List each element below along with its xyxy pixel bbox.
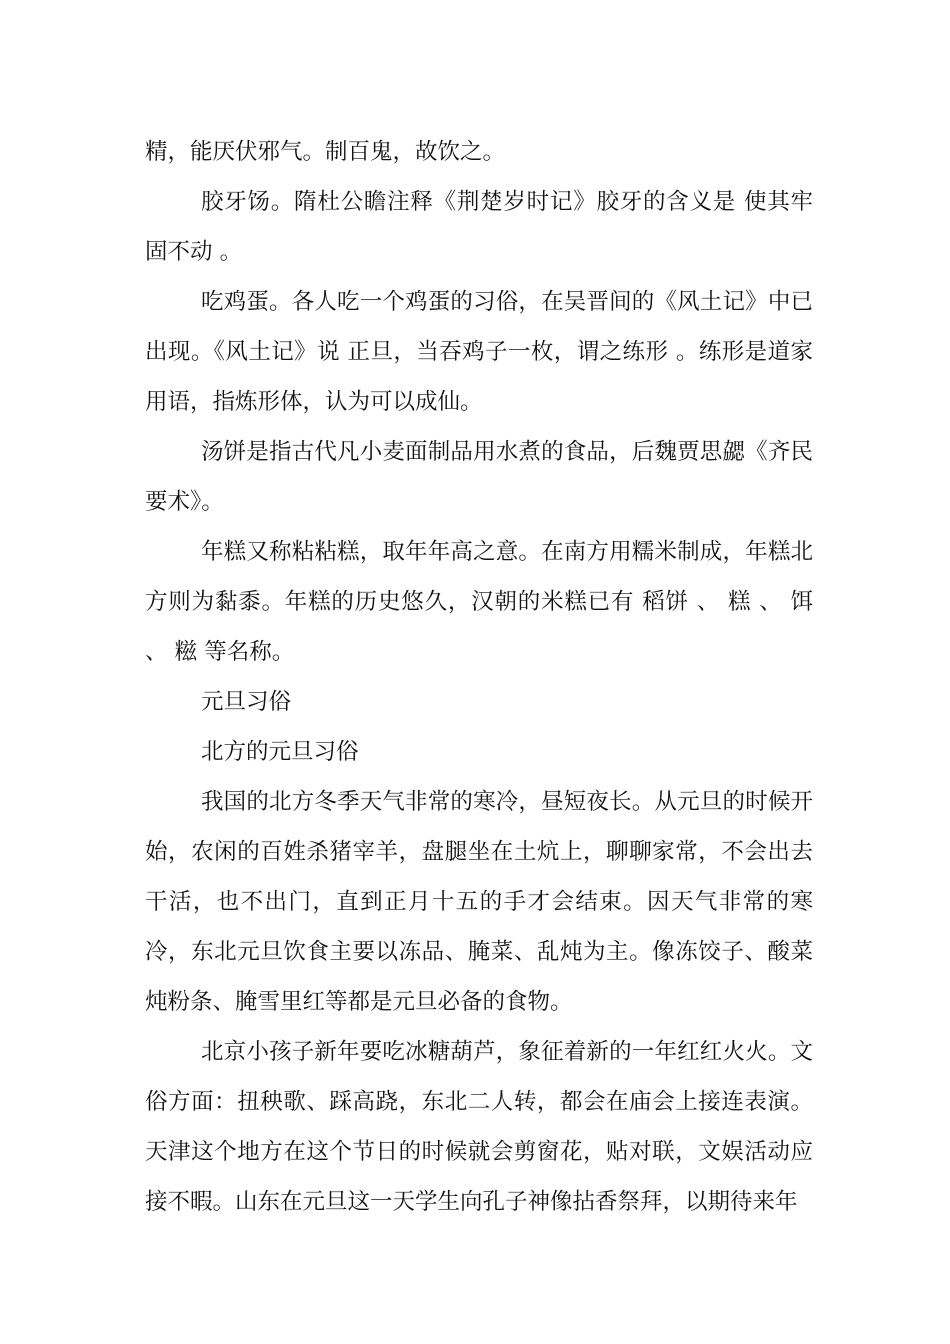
paragraph-beijing-customs: 北京小孩子新年要吃冰糖葫芦，象征着新的一年红红火火。文俗方面：扭秧歌、踩高跷，东北二人转，都会在庙会上接连表演。天津这个地方在这个节日的时候就会剪窗花，贴对联，文娱活动应接不暇。山东在元旦这一天学生向孔子神像拈香祭拜，以期待来年 xyxy=(145,1039,813,1215)
subsection-heading: 北方的元旦习俗 xyxy=(201,739,359,765)
paragraph-niangao: 年糕又称粘粘糕，取年年高之意。在南方用糯米制成，年糕北方则为黏黍。年糕的历史悠久，汉朝的米糕已有 稻饼 、 糕 、 饵 、 糍 等名称。 xyxy=(145,539,821,665)
paragraph-north-customs: 我国的北方冬季天气非常的寒冷，昼短夜长。从元旦的时候开始，农闲的百姓杀猪宰羊，盘腿坐在土炕上，聊聊家常，不会出去干活，也不出门，直到正月十五的手才会结束。因天气非常的寒冷，东北元旦饮食主要以冻品、腌菜、乱炖为主。像冻饺子、酸菜炖粉条、腌雪里红等都是元旦必备的食物。 xyxy=(145,789,813,1015)
section-heading: 元旦习俗 xyxy=(201,689,292,715)
paragraph-tangbing: 汤饼是指古代凡小麦面制品用水煮的食品，后魏贾思勰《齐民要术》。 xyxy=(145,439,813,515)
paragraph-continuation: 精，能厌伏邪气。制百鬼，故饮之。 xyxy=(145,139,506,165)
paragraph-jiaoyatang: 胶牙饧。隋杜公瞻注释《荆楚岁时记》胶牙的含义是 使其牢固不动 。 xyxy=(145,189,813,265)
paragraph-eggs: 吃鸡蛋。各人吃一个鸡蛋的习俗，在吴晋间的《风土记》中已出现。《风土记》说 正旦，当吞鸡子一枚，谓之练形 。练形是道家用语，指炼形体，认为可以成仙。 xyxy=(145,289,813,415)
document-body xyxy=(145,127,821,1227)
